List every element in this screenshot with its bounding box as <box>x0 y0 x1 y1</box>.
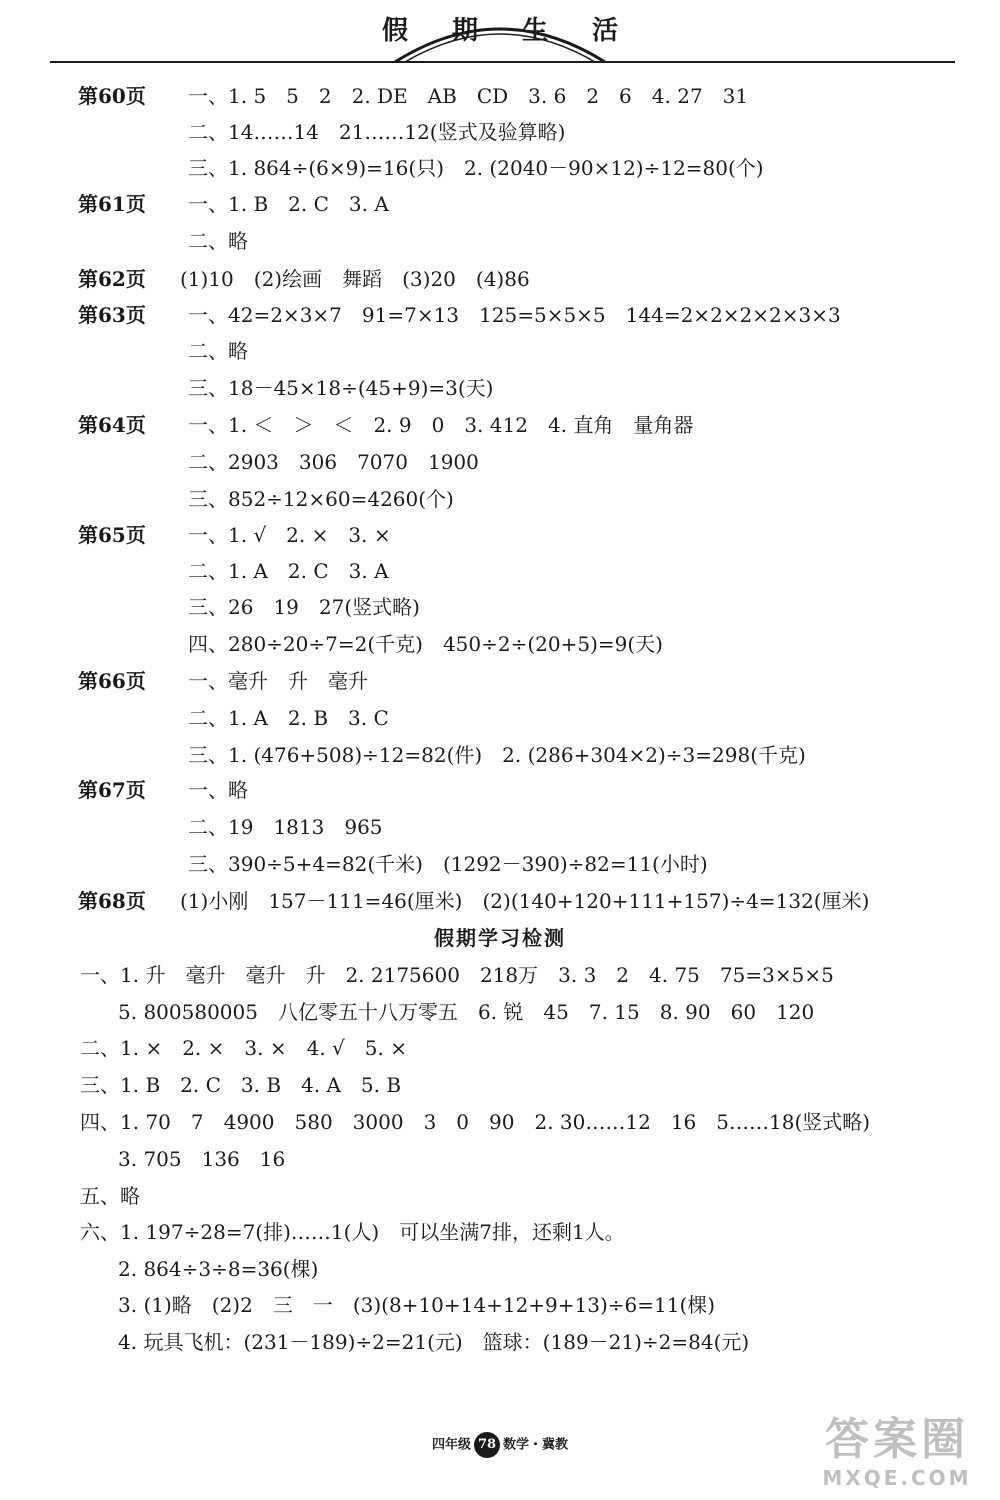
test-answer-line: 六、1. 197÷28=7(排)……1(人) 可以坐满7排，还剩1人。 <box>80 1220 625 1244</box>
answer-line: 三、1. 864÷(6×9)=16(只) 2. (2040－90×12)÷12=80(个) <box>188 156 764 180</box>
watermark <box>812 1414 982 1494</box>
answer-line: (1)小刚 157－111=46(厘米) (2)(140+120+111+157)÷4=132(厘米) <box>180 889 870 913</box>
test-answer-line: 五、略 <box>80 1184 140 1208</box>
answer-line: 三、1. (476+508)÷12=82(件) 2. (286+304×2)÷3=298(千克) <box>188 743 806 767</box>
test-answer-line: 四、1. 70 7 4900 580 3000 3 0 90 2. 30……12 16 5……18(竖式略) <box>80 1110 871 1134</box>
page-label-60: 第60页 <box>78 84 146 108</box>
page-label-68: 第68页 <box>78 889 146 913</box>
answer-line: 二、1. A 2. B 3. C <box>188 706 389 730</box>
answer-line: 二、略 <box>188 339 248 363</box>
page-label-65: 第65页 <box>78 523 146 547</box>
answer-line: 二、略 <box>188 229 248 253</box>
page-label-64: 第64页 <box>78 413 146 437</box>
test-answer-line: 5. 800580005 八亿零五十八万零五 6. 锐 45 7. 15 8. 90 60 120 <box>118 1000 815 1024</box>
answer-line: 二、19 1813 965 <box>188 815 383 839</box>
page-label-62: 第62页 <box>78 267 146 291</box>
watermark-sub: MXQE.COM <box>822 1466 972 1490</box>
answer-line: 一、1. 5 5 2 2. DE AB CD 3. 6 2 6 4. 27 31 <box>188 84 749 108</box>
page-label-66: 第66页 <box>78 669 146 693</box>
page-header <box>0 0 1000 80</box>
answer-line: 二、14……14 21……12(竖式及验算略) <box>188 120 566 144</box>
test-answer-line: 3. 705 136 16 <box>118 1147 286 1171</box>
answer-line: 一、1. √ 2. × 3. × <box>188 523 391 547</box>
answer-line: 三、26 19 27(竖式略) <box>188 595 420 619</box>
answer-line: 一、42=2×3×7 91=7×13 125=5×5×5 144=2×2×2×2×3×3 <box>188 303 841 327</box>
test-answer-line: 3. (1)略 (2)2 三 一 (3)(8+10+14+12+9+13)÷6=11(棵) <box>118 1293 716 1317</box>
header-title: 假期生活 <box>381 16 662 46</box>
test-answer-line: 二、1. × 2. × 3. × 4. √ 5. × <box>80 1036 407 1060</box>
answer-line: 三、18－45×18÷(45+9)=3(天) <box>188 376 494 400</box>
answer-line: 一、1. B 2. C 3. A <box>188 192 389 216</box>
page-label-67: 第67页 <box>78 778 146 802</box>
answer-line: 一、毫升 升 毫升 <box>188 669 368 693</box>
watermark-main: 答案圈 <box>825 1414 969 1465</box>
answer-line: 二、2903 306 7070 1900 <box>188 450 479 474</box>
footer-grade: 四年级 <box>431 1437 471 1453</box>
page-label-63: 第63页 <box>78 303 146 327</box>
test-answer-line: 三、1. B 2. C 3. B 4. A 5. B <box>80 1073 402 1097</box>
answer-line: (1)10 (2)绘画 舞蹈 (3)20 (4)86 <box>180 267 530 291</box>
answer-line: 四、280÷20÷7=2(千克) 450÷2÷(20+5)=9(天) <box>188 632 663 656</box>
test-answer-line: 2. 864÷3÷8=36(棵) <box>118 1257 319 1281</box>
answer-line: 一、略 <box>188 778 248 802</box>
footer-subject: 数学・冀教 <box>503 1437 569 1453</box>
page-number-badge: 78 <box>474 1432 500 1458</box>
answer-line: 二、1. A 2. C 3. A <box>188 559 389 583</box>
answer-line: 三、852÷12×60=4260(个) <box>188 487 454 511</box>
test-answer-line: 4. 玩具飞机：(231－189)÷2=21(元) 篮球：(189－21)÷2=84(元) <box>118 1330 750 1354</box>
page-label-61: 第61页 <box>78 192 146 216</box>
answer-line: 一、1. ＜ ＞ ＜ 2. 9 0 3. 412 4. 直角 量角器 <box>188 413 694 437</box>
test-answer-line: 一、1. 升 毫升 毫升 升 2. 2175600 218万 3. 3 2 4. 75 75=3×5×5 <box>80 963 834 987</box>
answer-line: 三、390÷5+4=82(千米) (1292－390)÷82=11(小时) <box>188 852 708 876</box>
section-title: 假期学习检测 <box>434 926 566 950</box>
